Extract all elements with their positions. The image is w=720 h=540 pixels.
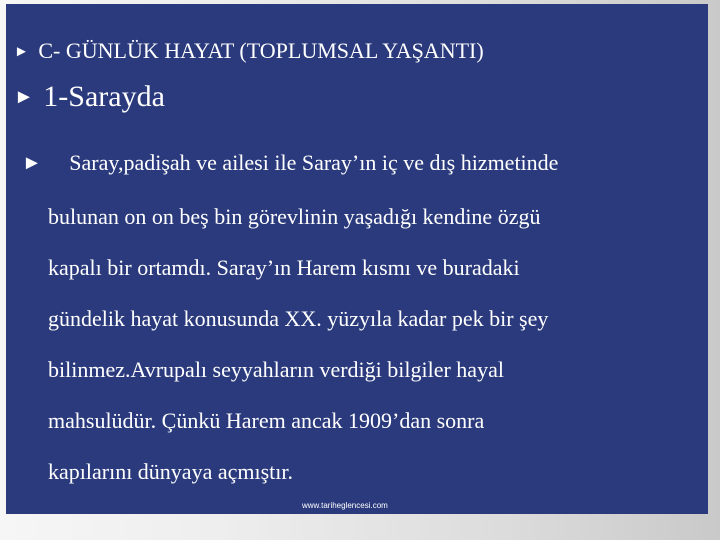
arrow-bullet-icon: ►	[22, 152, 42, 174]
paragraph-line-4: gündelik hayat konusunda XX. yüzyıla kadar pek bir şey	[48, 306, 549, 331]
paragraph-line-5: bilinmez.Avrupalı seyyahların verdiği bilgiler hayal	[48, 357, 504, 382]
paragraph-line-1	[22, 150, 558, 176]
paragraph-line-2: bulunan on on beş bin görevlinin yaşadığı kendine özgü	[48, 204, 541, 229]
arrow-bullet-icon: ►	[14, 86, 34, 108]
paragraph-line-7: kapılarını dünyaya açmıştır.	[48, 459, 293, 484]
paragraph-text: Saray,padişah ve ailesi ile Saray’ın iç ve dış hizmetinde	[69, 150, 559, 175]
footer-website-link[interactable]: www.tariheglencesi.com	[302, 501, 388, 510]
section-heading-text: C- GÜNLÜK HAYAT (TOPLUMSAL YAŞANTI)	[38, 38, 484, 63]
arrow-bullet-icon: ►	[14, 44, 29, 60]
content-panel	[6, 4, 708, 514]
subsection-heading	[14, 80, 165, 114]
paragraph-line-6: mahsulüdür. Çünkü Harem ancak 1909’dan sonra	[48, 408, 485, 433]
paragraph-line-3: kapalı bir ortamdı. Saray’ın Harem kısmı ve buradaki	[48, 255, 520, 280]
subsection-heading-text: 1-Sarayda	[43, 80, 165, 113]
section-heading	[14, 38, 484, 64]
